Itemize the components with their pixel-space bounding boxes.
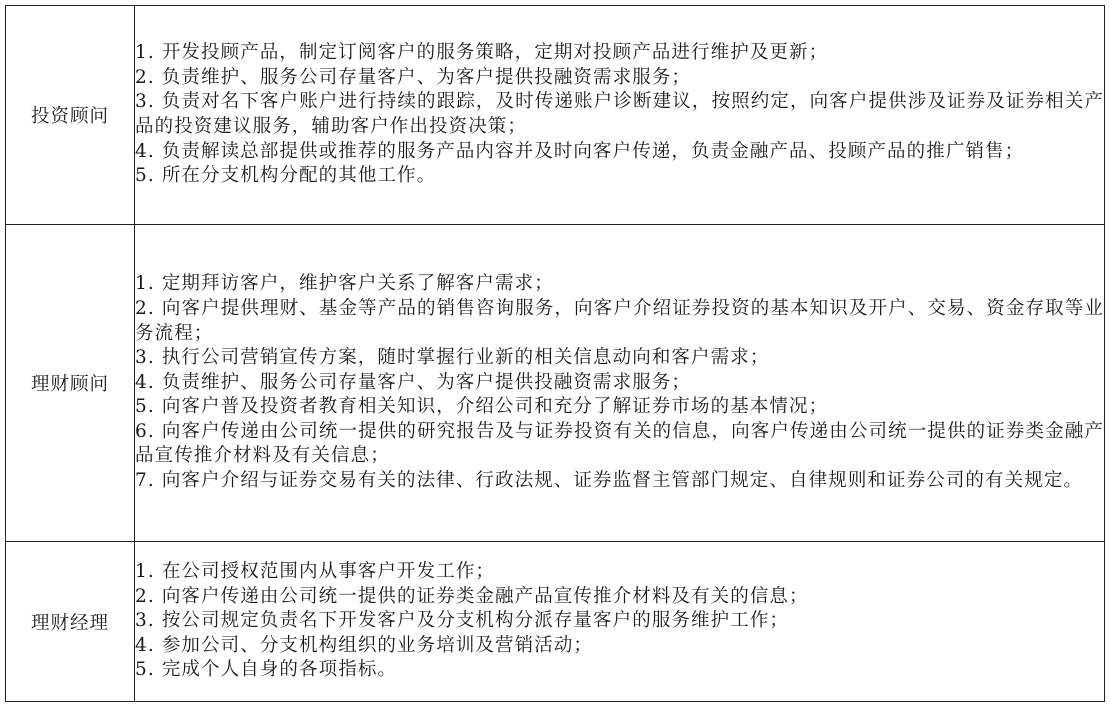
table-row xyxy=(6,542,1105,702)
job-duties-table xyxy=(5,5,1105,702)
role-cell: 投资顾问 xyxy=(6,6,135,225)
role-cell: 理财经理 xyxy=(6,542,135,702)
duty-item: 4. 参加公司、分支机构组织的业务培训及营销活动； xyxy=(135,634,594,656)
duty-item: 1. 定期拜访客户，维护客户关系了解客户需求； xyxy=(135,273,554,295)
duty-item: 6. 向客户传递由公司统一提供的研究报告及与证券投资有关的信息，向客户传递由公司统一提供的证券类金融产品宣传推介材料及有关信息； xyxy=(135,420,1104,467)
table-row xyxy=(6,6,1105,225)
duty-item: 2. 负责维护、服务公司存量客户、为客户提供投融资需求服务； xyxy=(135,66,692,88)
duty-item: 1. 在公司授权范围内从事客户开发工作； xyxy=(135,561,496,583)
duty-item: 5. 完成个人自身的各项指标。 xyxy=(135,659,398,681)
table-row xyxy=(6,225,1105,542)
duty-item: 1. 开发投顾产品，制定订阅客户的服务策略，定期对投顾产品进行维护及更新； xyxy=(135,42,829,64)
duty-item: 7. 向客户介绍与证券交易有关的法律、行政法规、证券监督主管部门规定、自律规则和证券公司的有关规定。 xyxy=(135,470,1084,492)
duty-item: 4. 负责维护、服务公司存量客户、为客户提供投融资需求服务； xyxy=(135,371,692,393)
duty-item: 3. 执行公司营销宣传方案，随时掌握行业新的相关信息动向和客户需求； xyxy=(135,347,770,369)
duty-item: 5. 所在分支机构分配的其他工作。 xyxy=(135,165,437,187)
duties-cell xyxy=(135,542,1105,702)
duty-item: 3. 按公司规定负责名下开发客户及分支机构分派存量客户的服务维护工作； xyxy=(135,610,790,632)
duty-item: 4. 负责解读总部提供或推荐的服务产品内容并及时向客户传递，负责金融产品、投顾产品的推广销售； xyxy=(135,140,1025,162)
duty-item: 3. 负责对名下客户账户进行持续的跟踪，及时传递账户诊断建议，按照约定，向客户提供涉及证券及证券相关产品的投资建议服务，辅助客户作出投资决策； xyxy=(135,91,1104,137)
duties-cell xyxy=(135,225,1105,542)
role-cell: 理财顾问 xyxy=(6,225,135,542)
duty-item: 2. 向客户传递由公司统一提供的证券类金融产品宣传推介材料及有关的信息； xyxy=(135,585,809,607)
duties-cell xyxy=(135,6,1105,225)
duty-item: 5. 向客户普及投资者教育相关知识，介绍公司和充分了解证券市场的基本情况； xyxy=(135,396,829,418)
duty-item: 2. 向客户提供理财、基金等产品的销售咨询服务，向客户介绍证券投资的基本知识及开户、交易、资金存取等业务流程； xyxy=(135,297,1104,344)
